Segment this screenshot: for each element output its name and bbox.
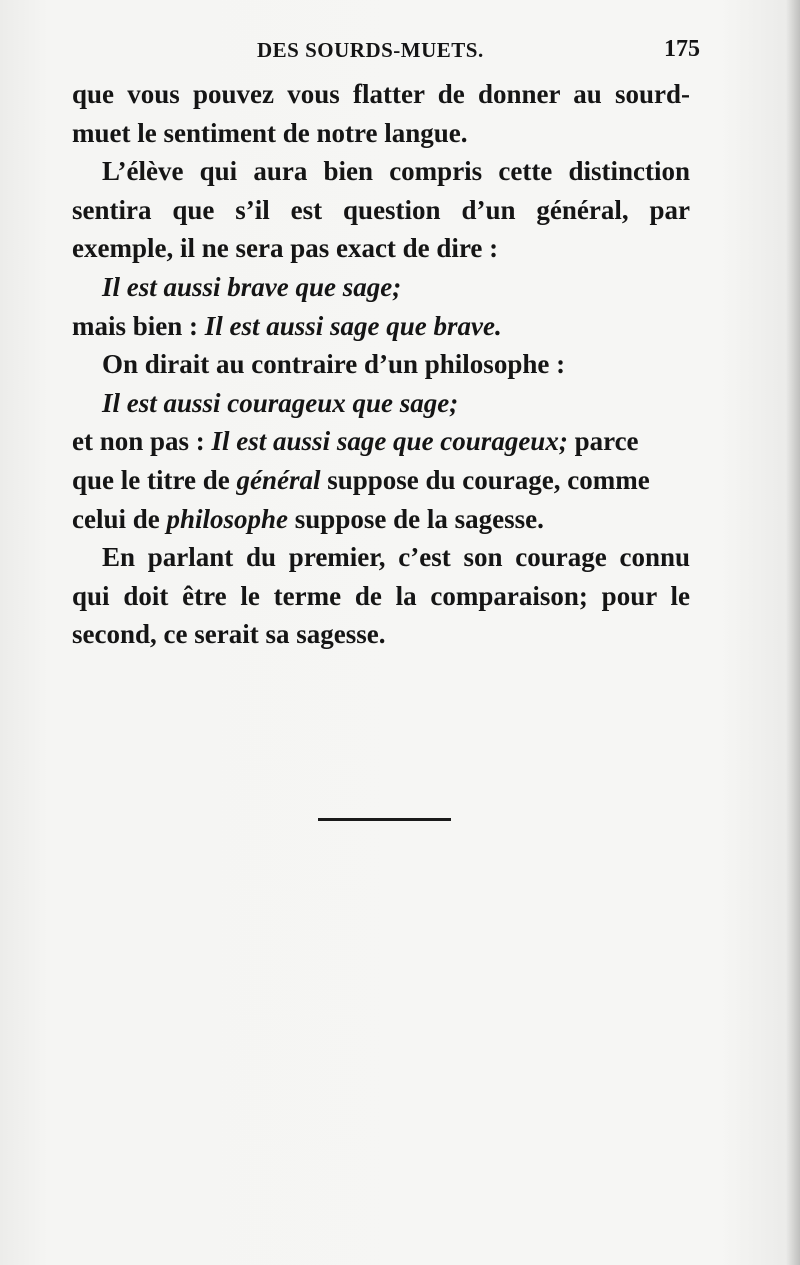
text-line: second, ce serait sa sagesse.: [72, 619, 386, 650]
page-edge-shadow: [786, 0, 800, 1265]
text-segment: mais bien :: [72, 310, 205, 341]
term-italic: général: [236, 464, 321, 495]
body-text: [72, 75, 690, 654]
example-italic: Il est aussi brave que sage;: [102, 271, 402, 302]
paragraph-start: L’élève qui aura bien compris cette distinction: [102, 156, 690, 187]
text-line: muet le sentiment de notre langue.: [72, 117, 468, 148]
page-number: 175: [664, 36, 700, 62]
text-line: sentira que s’il est question d’un général, par: [72, 194, 690, 225]
example-italic: Il est aussi courageux que sage;: [102, 387, 459, 418]
paragraph-start: En parlant du premier, c’est son courage connu: [102, 542, 690, 573]
text-segment: celui de: [72, 503, 167, 534]
text-line: [72, 461, 690, 500]
example-italic: Il est aussi sage que courageux;: [211, 426, 568, 457]
text-line: qui doit être le terme de la comparaison; pour le: [72, 580, 690, 611]
term-italic: philosophe: [166, 503, 289, 534]
text-line: [72, 500, 690, 539]
running-title: DES SOURDS-MUETS.: [257, 38, 484, 62]
text-line: [72, 422, 690, 461]
text-segment: et non pas :: [72, 426, 212, 457]
text-segment: parce: [567, 426, 639, 457]
paragraph-start: On dirait au contraire d’un philosophe :: [102, 349, 566, 380]
example-italic: Il est aussi sage que brave.: [204, 310, 502, 341]
text-line: exemple, il ne sera pas exact de dire :: [72, 233, 499, 264]
section-divider-rule: [318, 818, 451, 821]
text-segment: suppose du courage, comme: [320, 464, 650, 495]
page-header: [72, 36, 700, 72]
example-line: [72, 268, 690, 307]
text-segment: que le titre de: [72, 464, 237, 495]
text-line: [72, 307, 690, 346]
example-line: [72, 384, 690, 423]
text-segment: suppose de la sagesse.: [288, 503, 544, 534]
text-line: que vous pouvez vous flatter de donner au sourd-: [72, 79, 690, 109]
